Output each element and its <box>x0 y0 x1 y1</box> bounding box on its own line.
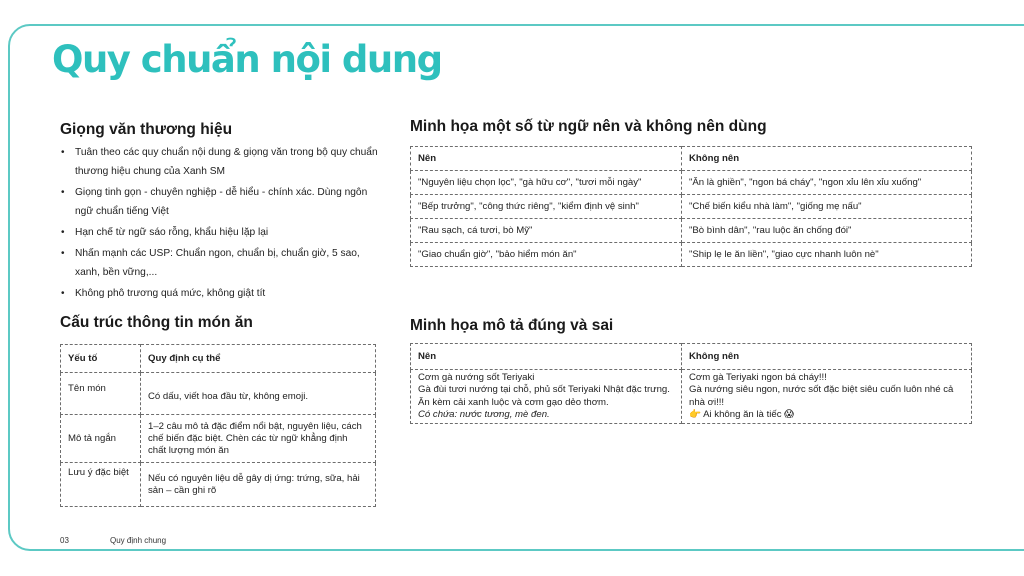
table-row <box>411 370 972 424</box>
factor-text: Mô tả ngắn <box>68 432 117 444</box>
pointing-hand-icon: 👉 <box>689 409 701 420</box>
table-row <box>61 415 376 463</box>
bad-dish-callout <box>689 409 964 422</box>
bad-dish-description: Gà nướng siêu ngon, nước sốt đặc biệt siêu cuốn luôn nhé cả nhà ơi!!! <box>689 384 954 408</box>
should-cell: "Rau sạch, cá tươi, bò Mỹ" <box>411 219 682 243</box>
voice-section-title: Giọng văn thương hiệu <box>60 121 233 138</box>
factor-text: Lưu ý đặc biệt <box>68 467 129 478</box>
table-row <box>411 219 972 243</box>
should-not-cell: "Bò bình dân", "rau luộc ăn chống đói" <box>682 219 972 243</box>
table-row <box>411 243 972 267</box>
column-header: Nên <box>411 344 682 370</box>
good-dish-name: Cơm gà nướng sốt Teriyaki <box>418 371 535 383</box>
page-number: 03 <box>60 536 69 545</box>
table-row <box>411 171 972 195</box>
list-item: • Tuân theo các quy chuẩn nội dung & giọng văn trong bộ quy chuẩn thương hiệu chung của Xanh SM <box>60 143 380 181</box>
column-header: Không nên <box>682 147 972 171</box>
good-example-cell <box>411 370 682 424</box>
list-item: • Giọng tinh gọn - chuyên nghiệp - dễ hiểu - chính xác. Dùng ngôn ngữ chuẩn tiếng Việt <box>60 183 380 221</box>
rule-text: 1–2 câu mô tả đặc điểm nổi bật, nguyên liệu, cách chế biến đặc biệt. Chèn các từ ngữ khẳng định chất lượng món ăn <box>148 420 362 456</box>
bad-dish-name: Cơm gà Teriyaki ngon bá cháy!!! <box>689 371 827 383</box>
factor-cell <box>61 463 141 507</box>
should-not-cell: "Chế biến kiểu nhà làm", "giống mẹ nấu" <box>682 195 972 219</box>
good-dish-allergen-note: Có chứa: nước tương, mè đen. <box>418 409 550 420</box>
factor-text: Tên món <box>68 383 106 394</box>
structure-section-title: Cấu trúc thông tin món ăn <box>60 314 253 331</box>
list-item: • Không phô trương quá mức, không giật tít <box>60 284 380 303</box>
column-header: Yếu tố <box>61 345 141 373</box>
good-dish-description: Gà đùi tươi nướng tại chỗ, phủ sốt Teriyaki Nhật đặc trưng. Ăn kèm cải xanh luộc và cơm gạo dẻo thơm. <box>418 384 670 408</box>
describe-table <box>410 343 972 424</box>
voice-bullet-list <box>60 143 380 305</box>
should-not-cell: "Ship lẹ le ăn liền", "giao cực nhanh luôn nè" <box>682 243 972 267</box>
footer-label: Quy định chung <box>110 536 167 545</box>
table-row <box>61 373 376 415</box>
should-not-cell: "Ăn là ghiền", "ngon bá cháy", "ngon xỉu lên xỉu xuống" <box>682 171 972 195</box>
page-title: Quy chuẩn nội dung <box>52 38 442 81</box>
table-row <box>61 463 376 507</box>
screaming-face-icon: 😱 <box>784 409 795 420</box>
table-header-row <box>411 147 972 171</box>
should-cell: "Bếp trưởng", "công thức riêng", "kiểm định vệ sinh" <box>411 195 682 219</box>
table-row <box>411 195 972 219</box>
words-table <box>410 146 972 267</box>
rule-cell <box>141 463 376 507</box>
list-item: • Hạn chế từ ngữ sáo rỗng, khẩu hiệu lặp lại <box>60 223 380 242</box>
rule-text: Nếu có nguyên liệu dễ gây dị ứng: trứng, sữa, hải sản – cần ghi rõ <box>148 472 360 496</box>
describe-section-title: Minh họa mô tả đúng và sai <box>410 317 614 334</box>
factor-cell <box>61 373 141 415</box>
factor-cell <box>61 415 141 463</box>
column-header: Quy định cụ thể <box>141 345 376 373</box>
structure-table <box>60 344 376 507</box>
bad-example-cell <box>682 370 972 424</box>
rule-cell <box>141 415 376 463</box>
should-cell: "Giao chuẩn giờ", "bảo hiểm món ăn" <box>411 243 682 267</box>
rule-cell <box>141 373 376 415</box>
bad-dish-callout-text: Ai không ăn là tiếc <box>703 409 782 420</box>
list-item: • Nhấn mạnh các USP: Chuẩn ngon, chuẩn bị, chuẩn giờ, 5 sao, xanh, bền vững,... <box>60 244 380 282</box>
rule-text: Có dấu, viết hoa đầu từ, không emoji. <box>148 390 309 402</box>
table-header-row <box>61 345 376 373</box>
column-header: Nên <box>411 147 682 171</box>
column-header: Không nên <box>682 344 972 370</box>
table-header-row <box>411 344 972 370</box>
should-cell: "Nguyên liệu chọn lọc", "gà hữu cơ", "tươi mỗi ngày" <box>411 171 682 195</box>
words-section-title: Minh họa một số từ ngữ nên và không nên dùng <box>410 118 767 135</box>
